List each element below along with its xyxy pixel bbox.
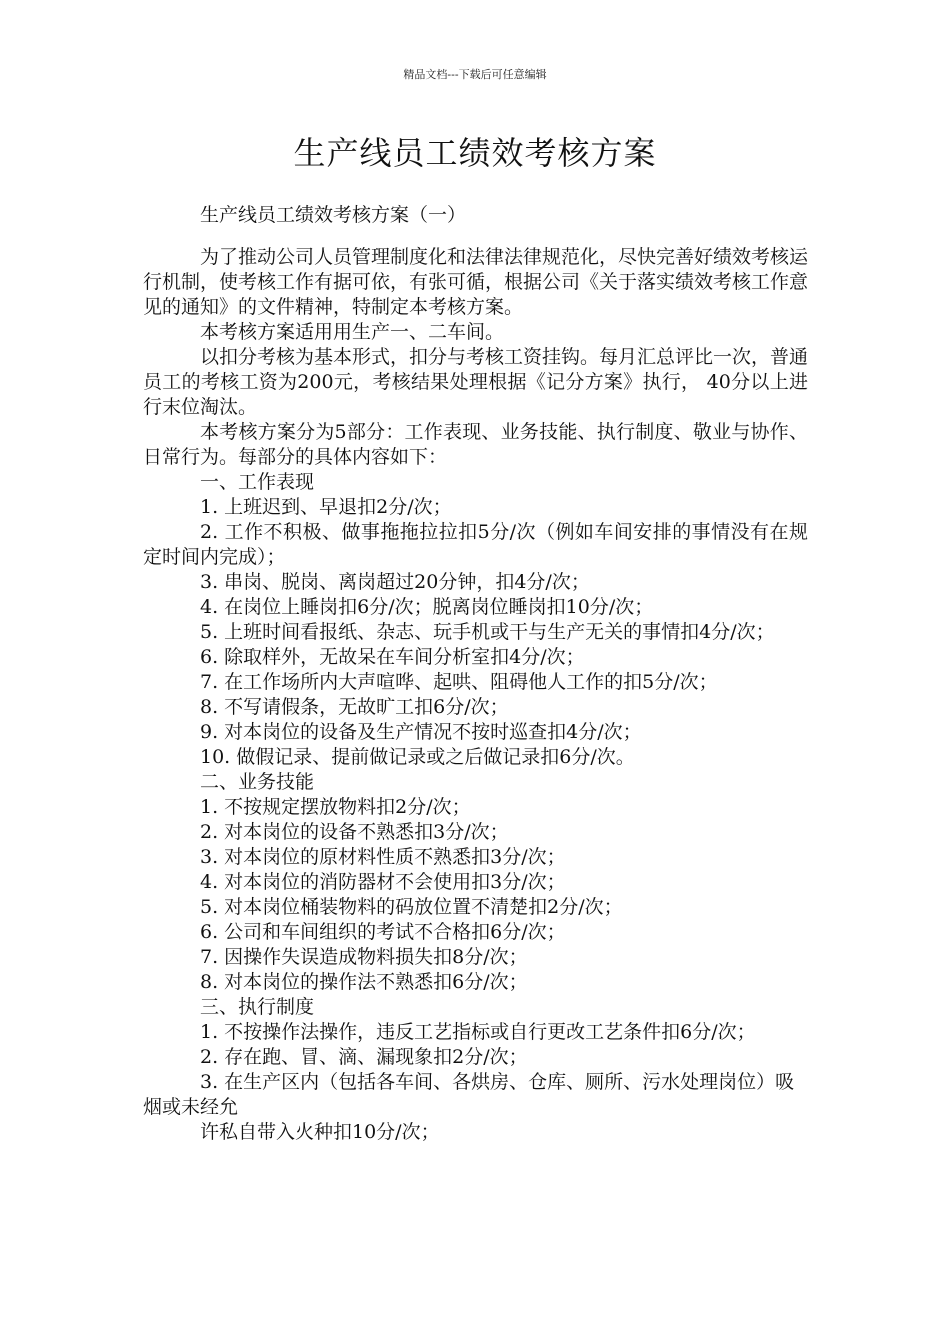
list-item: 4. 在岗位上睡岗扣6分/次；脱离岗位睡岗扣10分/次；	[200, 596, 654, 618]
list-item: 3. 串岗、脱岗、离岗超过20分钟，扣4分/次；	[200, 571, 590, 593]
section-heading: 三、执行制度	[200, 996, 315, 1018]
list-item: 3. 对本岗位的原材料性质不熟悉扣3分/次；	[200, 846, 566, 868]
list-item: 5. 上班时间看报纸、杂志、玩手机或干与生产无关的事情扣4分/次；	[200, 621, 775, 643]
list-item: 1. 不按操作法操作，违反工艺指标或自行更改工艺条件扣6分/次；	[200, 1021, 756, 1043]
list-item: 2. 对本岗位的设备不熟悉扣3分/次；	[200, 821, 509, 843]
header-note: 精品文档---下载后可任意编辑	[403, 68, 547, 81]
list-item: 7. 因操作失误造成物料损失扣8分/次；	[200, 946, 528, 968]
list-item: 7. 在工作场所内大声喧哗、起哄、阻碍他人工作的扣5分/次；	[200, 671, 718, 693]
list-item: 2. 存在跑、冒、滴、漏现象扣2分/次；	[200, 1046, 528, 1068]
list-item: 1. 不按规定摆放物料扣2分/次；	[200, 796, 471, 818]
list-item: 3. 在生产区内（包括各车间、各烘房、仓库、厕所、污水处理岗位）吸烟或未经允	[143, 1071, 795, 1118]
document-subtitle: 生产线员工绩效考核方案（一）	[200, 204, 467, 226]
paragraph: 以扣分考核为基本形式，扣分与考核工资挂钩。每月汇总评比一次，普通员工的考核工资为200元，考核结果处理根据《记分方案》执行， 40分以上进行末位淘汰。	[143, 346, 809, 418]
list-item: 许私自带入火种扣10分/次；	[200, 1121, 440, 1143]
document-title: 生产线员工绩效考核方案	[293, 134, 657, 172]
list-item: 6. 除取样外，无故呆在车间分析室扣4分/次；	[200, 646, 585, 668]
list-item: 8. 不写请假条，无故旷工扣6分/次；	[200, 696, 509, 718]
section-heading: 一、工作表现	[200, 471, 315, 493]
list-item: 4. 对本岗位的消防器材不会使用扣3分/次；	[200, 871, 566, 893]
list-item: 2. 工作不积极、做事拖拖拉拉扣5分/次（例如车间安排的事情没有在规定时间内完成）；	[143, 521, 808, 568]
paragraph: 本考核方案分为5部分：工作表现、业务技能、执行制度、敬业与协作、日常行为。每部分的具体内容如下：	[143, 421, 808, 468]
list-item: 8. 对本岗位的操作法不熟悉扣6分/次；	[200, 971, 528, 993]
list-item: 10. 做假记录、提前做记录或之后做记录扣6分/次。	[200, 746, 635, 768]
list-item: 5. 对本岗位桶装物料的码放位置不清楚扣2分/次；	[200, 896, 623, 918]
document-body	[143, 245, 808, 1145]
list-item: 9. 对本岗位的设备及生产情况不按时巡查扣4分/次；	[200, 721, 642, 743]
list-item: 6. 公司和车间组织的考试不合格扣6分/次；	[200, 921, 566, 943]
section-heading: 二、业务技能	[200, 771, 315, 793]
paragraph: 本考核方案适用用生产一、二车间。	[200, 321, 505, 343]
list-item: 1. 上班迟到、早退扣2分/次；	[200, 496, 452, 518]
paragraph: 为了推动公司人员管理制度化和法律法律规范化，尽快完善好绩效考核运行机制，使考核工作有据可依，有张可循，根据公司《关于落实绩效考核工作意见的通知》的文件精神，特制定本考核方案。	[143, 246, 809, 318]
